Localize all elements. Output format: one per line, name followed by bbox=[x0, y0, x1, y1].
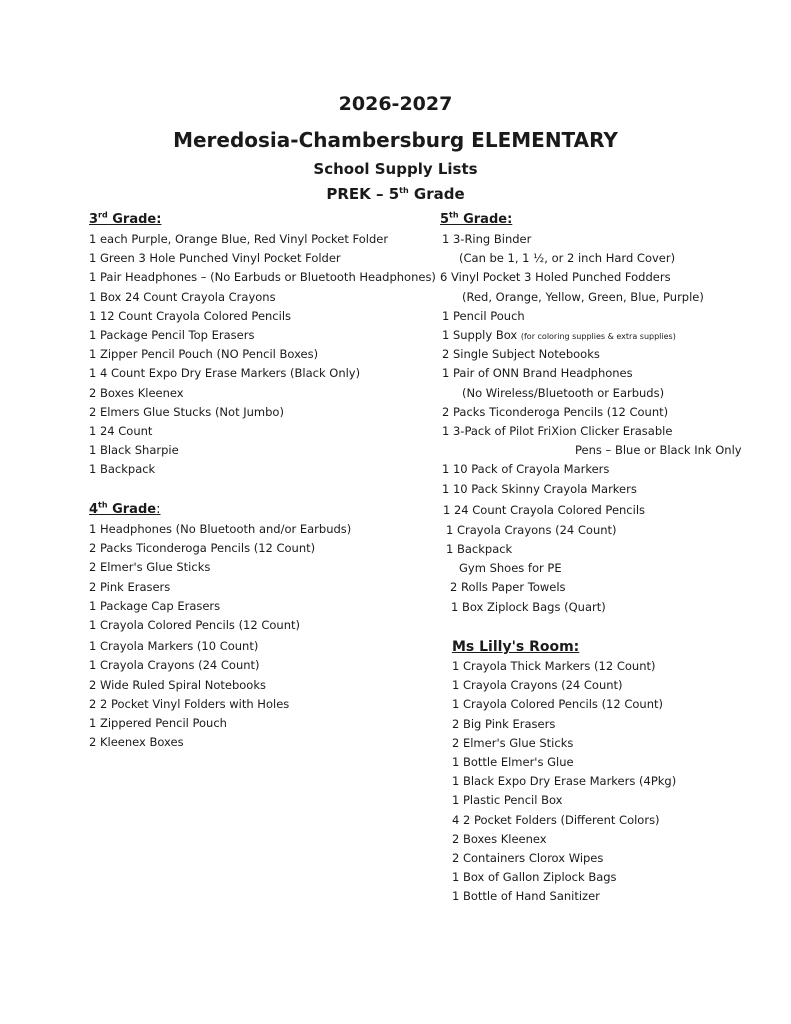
list-item: 1 Pair Headphones – (No Earbuds or Bluetooth Headphones) bbox=[89, 270, 436, 285]
fifth-grade-title: 5th Grade: bbox=[440, 210, 513, 227]
list-item: 1 Black Sharpie bbox=[89, 443, 179, 458]
list-item: 1 Black Expo Dry Erase Markers (4Pkg) bbox=[452, 774, 677, 789]
school-name: Meredosia-Chambersburg ELEMENTARY bbox=[173, 128, 618, 152]
list-item: 1 Headphones (No Bluetooth and/or Earbuds) bbox=[89, 522, 352, 536]
list-item: 2 Kleenex Boxes bbox=[89, 735, 184, 750]
list-item-detail: Pens – Blue or Black Ink Only bbox=[575, 443, 742, 458]
list-item: 2 Boxes Kleenex bbox=[89, 385, 184, 400]
list-item: 2 Big Pink Erasers bbox=[452, 716, 556, 731]
list-item: 1 Crayola Crayons (24 Count) bbox=[452, 678, 623, 693]
list-item: 1 24 Count Crayola Colored Pencils bbox=[443, 502, 646, 517]
list-item: 1 Pair of ONN Brand Headphones bbox=[442, 366, 633, 381]
fifth-grade-section bbox=[440, 210, 742, 617]
grade-range: PREK – 5th Grade bbox=[326, 185, 465, 203]
list-item: 1 3-Pack of Pilot FriXion Clicker Erasable bbox=[442, 423, 673, 438]
list-item: 1 each Purple, Orange Blue, Red Vinyl Pocket Folder bbox=[89, 232, 389, 246]
list-item: 1 Zippered Pencil Pouch bbox=[89, 715, 227, 730]
ms-lilly-section bbox=[452, 637, 676, 906]
list-item: 1 12 Count Crayola Colored Pencils bbox=[89, 308, 292, 323]
list-item: 1 10 Pack of Crayola Markers bbox=[442, 462, 610, 477]
supply-box-note: (for coloring supplies & extra supplies) bbox=[520, 331, 676, 341]
school-year: 2026-2027 bbox=[338, 93, 453, 115]
list-item: 2 Single Subject Notebooks bbox=[442, 347, 600, 362]
list-item: 2 Packs Ticonderoga Pencils (12 Count) bbox=[89, 541, 316, 556]
list-item-detail: (No Wireless/Bluetooth or Earbuds) bbox=[462, 385, 665, 400]
list-item: 1 3-Ring Binder bbox=[442, 232, 532, 246]
list-item: 2 Elmer's Glue Sticks bbox=[89, 560, 211, 575]
list-item-detail: (Red, Orange, Yellow, Green, Blue, Purple) bbox=[462, 289, 704, 304]
list-item: 2 Pink Erasers bbox=[89, 579, 171, 594]
list-item: 1 Package Cap Erasers bbox=[89, 598, 221, 613]
list-item: 1 Bottle of Hand Sanitizer bbox=[452, 889, 600, 904]
list-subtitle: School Supply Lists bbox=[313, 160, 478, 178]
list-item: 2 Containers Clorox Wipes bbox=[452, 850, 604, 865]
list-item: 1 Pencil Pouch bbox=[442, 308, 525, 323]
list-item: 1 4 Count Expo Dry Erase Markers (Black Only) bbox=[89, 366, 361, 381]
list-item: 1 Backpack bbox=[446, 542, 513, 556]
list-item: 2 Packs Ticonderoga Pencils (12 Count) bbox=[442, 404, 669, 419]
list-item: Gym Shoes for PE bbox=[459, 561, 562, 576]
third-grade-title: 3rd Grade: bbox=[89, 210, 162, 227]
fourth-grade-title: 4th Grade: bbox=[89, 500, 161, 517]
list-item: 1 10 Pack Skinny Crayola Markers bbox=[442, 482, 637, 497]
list-item: 4 2 Pocket Folders (Different Colors) bbox=[452, 812, 660, 827]
list-item: 1 Box 24 Count Crayola Crayons bbox=[89, 289, 276, 304]
third-grade-section bbox=[89, 210, 436, 479]
list-item: 2 2 Pocket Vinyl Folders with Holes bbox=[89, 696, 290, 711]
list-item: 2 Elmers Glue Stucks (Not Jumbo) bbox=[89, 404, 284, 419]
list-item: 2 Elmer's Glue Sticks bbox=[452, 735, 574, 750]
list-item: 1 Package Pencil Top Erasers bbox=[89, 327, 255, 342]
list-item: 6 Vinyl Pocket 3 Holed Punched Fodders bbox=[440, 270, 671, 285]
ms-lilly-title: Ms Lilly's Room: bbox=[452, 639, 580, 655]
list-item: 1 Crayola Markers (10 Count) bbox=[89, 639, 259, 654]
list-item: 1 Crayola Crayons (24 Count) bbox=[89, 658, 260, 673]
list-item: 1 Crayola Thick Markers (12 Count) bbox=[452, 659, 656, 673]
list-item: 1 Box of Gallon Ziplock Bags bbox=[452, 870, 617, 885]
list-item: 1 Zipper Pencil Pouch (NO Pencil Boxes) bbox=[89, 347, 319, 362]
list-item: 2 Boxes Kleenex bbox=[452, 831, 547, 846]
list-item: 1 24 Count bbox=[89, 423, 153, 438]
list-item: 1 Backpack bbox=[89, 462, 156, 477]
list-item: 1 Box Ziplock Bags (Quart) bbox=[451, 599, 606, 614]
list-item: 1 Supply Box (for coloring supplies & extra supplies) bbox=[442, 327, 676, 342]
list-item: 1 Crayola Colored Pencils (12 Count) bbox=[452, 697, 663, 712]
list-item: 1 Bottle Elmer's Glue bbox=[452, 754, 574, 769]
fourth-grade-section bbox=[89, 500, 351, 752]
list-item: 1 Crayola Colored Pencils (12 Count) bbox=[89, 617, 300, 632]
list-item: 1 Green 3 Hole Punched Vinyl Pocket Folder bbox=[89, 251, 341, 266]
list-item: 1 Plastic Pencil Box bbox=[452, 793, 563, 808]
list-item: 1 Crayola Crayons (24 Count) bbox=[446, 522, 617, 537]
list-item: 2 Rolls Paper Towels bbox=[450, 580, 566, 595]
list-item-detail: (Can be 1, 1 ½, or 2 inch Hard Cover) bbox=[459, 251, 676, 266]
list-item: 2 Wide Ruled Spiral Notebooks bbox=[89, 677, 266, 692]
